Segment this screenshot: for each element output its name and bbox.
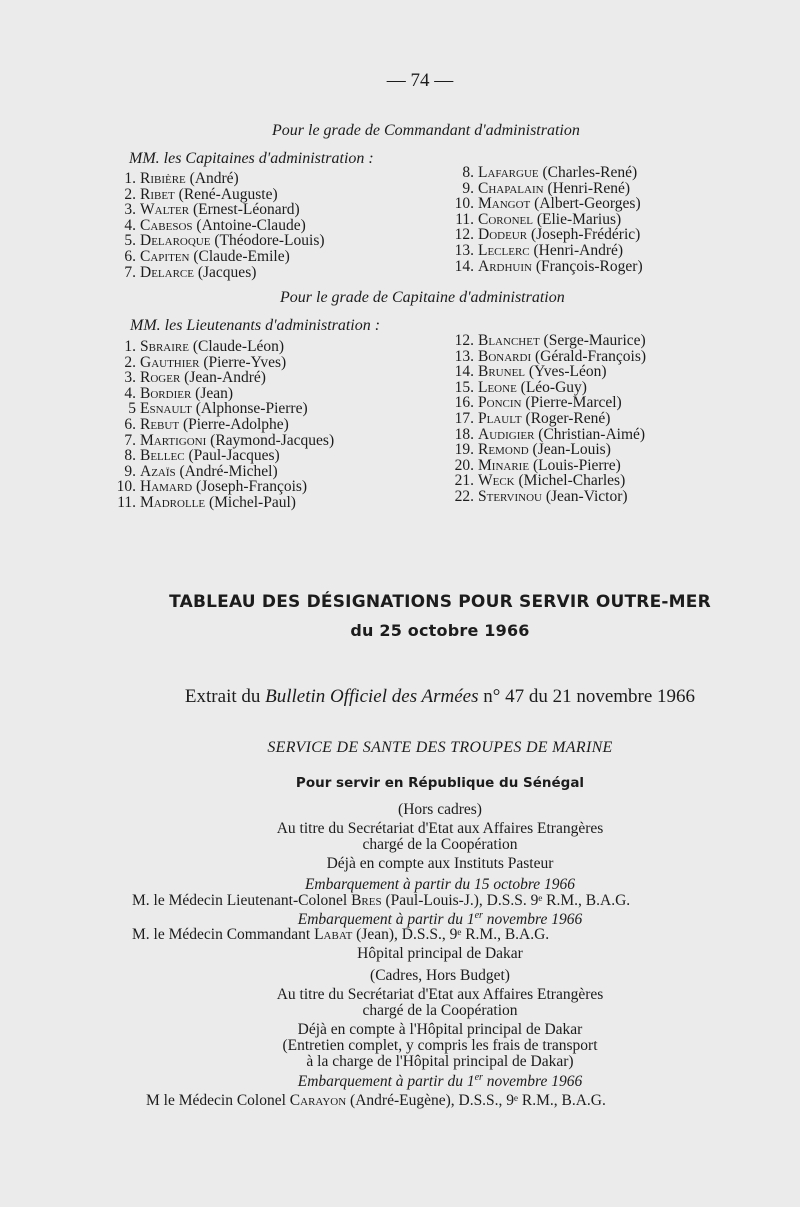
list-item-number: 9.	[462, 179, 474, 197]
list-item	[112, 448, 334, 464]
list-item-number: 8.	[462, 164, 474, 181]
list-item-surname: Coronel	[478, 210, 533, 228]
list-item-number: 3.	[124, 201, 136, 219]
embarquement-3: Embarquement à partir du 1er novembre 1966	[297, 1072, 583, 1091]
list-item-surname: Walter	[140, 201, 190, 219]
list-item	[452, 442, 646, 458]
list-item-given-names: (Christian-Aimé)	[538, 425, 646, 443]
list-item-number: 16.	[454, 394, 474, 412]
list-item-given-names: (Claude-Léon)	[192, 338, 285, 355]
section2-heading: Pour le grade de Capitaine d'administration	[280, 289, 565, 306]
medecin2-post: (Jean), D.S.S., 9ᵉ R.M., B.A.G.	[356, 926, 550, 943]
list-item-number: 7.	[124, 431, 136, 449]
medecin2-pre: M. le Médecin Commandant	[132, 926, 311, 943]
list-item	[112, 355, 334, 371]
medecin3-pre: M le Médecin Colonel	[146, 1092, 286, 1109]
list-item-number: 5	[128, 400, 136, 418]
list-item-number: 9.	[124, 462, 136, 480]
list-item	[452, 458, 646, 474]
list-item-surname: Gauthier	[140, 353, 200, 371]
list-item-number: 14.	[454, 257, 474, 275]
medecin1-post: (Paul-Louis-J.), D.S.S. 9ᵉ R.M., B.A.G.	[385, 892, 631, 909]
entretien-line1: (Entretien complet, y compris les frais de transport	[282, 1037, 598, 1054]
list-item-number: 12.	[454, 226, 474, 244]
list-item-surname: Bordier	[140, 384, 192, 402]
list-item-number: 1.	[124, 338, 136, 355]
list-item	[112, 495, 334, 511]
cadres: (Cadres, Hors Budget)	[370, 967, 510, 984]
embarquement-2: Embarquement à partir du 1er novembre 1966	[297, 910, 583, 929]
list-item-surname: Brunel	[478, 363, 526, 381]
list-item	[112, 202, 325, 218]
embarquement-1: Embarquement à partir du 15 octobre 1966	[304, 876, 576, 893]
list-item-number: 12.	[454, 332, 474, 349]
medecin-1	[132, 892, 630, 910]
list-item-surname: Stervinou	[478, 487, 542, 505]
list-item-number: 13.	[454, 241, 474, 259]
list-item	[112, 401, 334, 417]
list-item	[112, 417, 334, 433]
list-item	[452, 196, 643, 212]
hors-cadres: (Hors cadres)	[398, 801, 482, 818]
section2-left-list	[112, 339, 334, 511]
list-item	[112, 218, 325, 234]
list-item-given-names: (René-Auguste)	[178, 185, 278, 203]
list-item	[452, 243, 643, 259]
medecin-2	[132, 926, 549, 944]
list-item-given-names: (Henri-René)	[547, 179, 631, 197]
list-item-surname: Minarie	[478, 456, 530, 474]
list-item-given-names: (Paul-Jacques)	[188, 447, 280, 465]
list-item-surname: Plault	[478, 409, 522, 427]
list-item-number: 19.	[454, 441, 474, 459]
list-item-given-names: (Henri-André)	[533, 241, 624, 259]
list-item-given-names: (Yves-Léon)	[528, 363, 607, 381]
titre2-line2: chargé de la Coopération	[362, 1002, 518, 1019]
list-item-given-names: (François-Roger)	[535, 257, 643, 275]
service-heading: SERVICE DE SANTE DES TROUPES DE MARINE	[267, 739, 613, 756]
list-item-given-names: (Pierre-Adolphe)	[182, 415, 289, 433]
section2-right-list	[452, 333, 646, 505]
titre-line1: Au titre du Secrétariat d'Etat aux Affaires Etrangères	[276, 820, 604, 837]
list-item	[452, 489, 646, 505]
list-item-given-names: (Albert-Georges)	[534, 195, 641, 213]
section1-left-list	[112, 171, 325, 280]
list-item	[452, 380, 646, 396]
list-item-given-names: (Alphonse-Pierre)	[195, 400, 308, 418]
list-item-surname: Esnault	[140, 400, 192, 418]
list-item-surname: Bellec	[140, 447, 185, 465]
list-item-surname: Mangot	[478, 195, 531, 213]
list-item-given-names: (Michel-Charles)	[518, 472, 626, 490]
list-item-given-names: (Michel-Paul)	[208, 493, 296, 511]
list-item	[112, 370, 334, 386]
list-item	[452, 259, 643, 275]
list-item-surname: Lafargue	[478, 164, 539, 181]
list-item-surname: Roger	[140, 369, 181, 387]
list-item	[452, 181, 643, 197]
list-item-number: 20.	[454, 456, 474, 474]
page-number: — 74 —	[386, 70, 454, 91]
list-item-surname: Madrolle	[140, 493, 206, 511]
list-item-number: 10.	[116, 478, 136, 496]
list-item-given-names: (Antoine-Claude)	[196, 216, 306, 234]
list-item-given-names: (Elie-Marius)	[536, 210, 622, 228]
list-item	[452, 395, 646, 411]
list-item	[452, 227, 643, 243]
list-item	[112, 249, 325, 265]
list-item-number: 6.	[124, 247, 136, 265]
list-item-number: 4.	[124, 384, 136, 402]
tableau-title: TABLEAU DES DÉSIGNATIONS POUR SERVIR OUTRE-MER	[169, 592, 711, 612]
list-item-given-names: (Raymond-Jacques)	[210, 431, 335, 449]
list-item-surname: Weck	[478, 472, 515, 490]
list-item-given-names: (Louis-Pierre)	[532, 456, 621, 474]
list-item-surname: Dodeur	[478, 226, 528, 244]
titre2-line1: Au titre du Secrétariat d'Etat aux Affaires Etrangères	[276, 986, 604, 1003]
list-item	[112, 171, 325, 187]
list-item-given-names: (Ernest-Léonard)	[192, 201, 300, 219]
list-item-number: 6.	[124, 415, 136, 433]
list-item-number: 22.	[454, 487, 474, 505]
list-item-given-names: (Serge-Maurice)	[543, 332, 646, 349]
list-item-given-names: (Léo-Guy)	[520, 378, 587, 396]
list-item-number: 11.	[117, 493, 136, 511]
list-item-number: 2.	[124, 353, 136, 371]
list-item-number: 2.	[124, 185, 136, 203]
list-item-surname: Hamard	[140, 478, 193, 496]
list-item-surname: Ribet	[140, 185, 175, 203]
list-item	[452, 349, 646, 365]
list-item	[112, 386, 334, 402]
list-item-number: 7.	[124, 263, 136, 281]
list-item-given-names: (Jean)	[195, 384, 234, 402]
list-item-number: 1.	[124, 170, 136, 187]
list-item-surname: Rebut	[140, 415, 180, 433]
extrait-prefix: Extrait du	[184, 686, 261, 707]
list-item-surname: Ardhuin	[478, 257, 532, 275]
list-item-surname: Leclerc	[478, 241, 530, 259]
section2-intro: MM. les Lieutenants d'administration :	[130, 317, 381, 334]
list-item	[452, 333, 646, 349]
list-item-surname: Leone	[478, 378, 517, 396]
list-item-number: 11.	[455, 210, 474, 228]
list-item-number: 15.	[454, 378, 474, 396]
medecin3-name: Carayon	[289, 1092, 347, 1109]
list-item-given-names: (André-Michel)	[179, 462, 278, 480]
list-item-given-names: (Théodore-Louis)	[214, 232, 325, 250]
list-item	[452, 411, 646, 427]
medecin1-pre: M. le Médecin Lieutenant-Colonel	[132, 892, 348, 909]
list-item-surname: Chapalain	[478, 179, 544, 197]
list-item-given-names: (Claude-Emile)	[193, 247, 290, 265]
list-item-given-names: (Pierre-Yves)	[203, 353, 287, 371]
list-item	[112, 339, 334, 355]
list-item-given-names: (Roger-René)	[525, 409, 611, 427]
list-item-surname: Azaïs	[140, 462, 176, 480]
list-item-number: 3.	[124, 369, 136, 387]
medecin1-name: Bres	[351, 892, 382, 909]
entretien-line2: à la charge de l'Hôpital principal de Dakar)	[306, 1053, 574, 1070]
list-item-surname: Martigoni	[140, 431, 207, 449]
list-item	[112, 464, 334, 480]
list-item	[112, 265, 325, 281]
list-item-surname: Capiten	[140, 247, 190, 265]
list-item-given-names: (Joseph-Frédéric)	[530, 226, 641, 244]
list-item-number: 10.	[454, 195, 474, 213]
list-item	[112, 187, 325, 203]
list-item-number: 14.	[454, 363, 474, 381]
medecin-3	[146, 1092, 606, 1110]
list-item-surname: Ribière	[140, 170, 186, 187]
list-item-surname: Poncin	[478, 394, 522, 412]
list-item	[452, 473, 646, 489]
list-item	[112, 479, 334, 495]
list-item-number: 8.	[124, 447, 136, 465]
list-item-number: 21.	[454, 472, 474, 490]
list-item-number: 18.	[454, 425, 474, 443]
list-item-given-names: (Charles-René)	[542, 164, 638, 181]
extrait-suffix: n° 47 du 21 novembre 1966	[483, 686, 696, 707]
list-item-surname: Cabesos	[140, 216, 193, 234]
list-item-given-names: (Jean-André)	[184, 369, 266, 387]
section1-intro: MM. les Capitaines d'administration :	[129, 150, 374, 167]
list-item-surname: Audigier	[478, 425, 535, 443]
list-item-number: 4.	[124, 216, 136, 234]
list-item-given-names: (Jacques)	[197, 263, 257, 281]
senegal-title: Pour servir en République du Sénégal	[295, 775, 585, 791]
section1-right-list	[452, 165, 643, 274]
list-item-given-names: (Gérald-François)	[535, 347, 647, 365]
list-item-surname: Remond	[478, 441, 529, 459]
list-item	[112, 233, 325, 249]
list-item-given-names: (Jean-Victor)	[545, 487, 628, 505]
list-item-given-names: (André)	[189, 170, 239, 187]
medecin2-name: Labat	[314, 926, 353, 943]
list-item-surname: Blanchet	[478, 332, 540, 349]
list-item	[452, 165, 643, 181]
deja-pasteur: Déjà en compte aux Instituts Pasteur	[326, 855, 554, 872]
list-item-surname: Delarce	[140, 263, 194, 281]
list-item-number: 5.	[124, 232, 136, 250]
titre-line2: chargé de la Coopération	[362, 836, 518, 853]
list-item-number: 13.	[454, 347, 474, 365]
list-item	[452, 364, 646, 380]
medecin3-post: (André-Eugène), D.S.S., 9ᵉ R.M., B.A.G.	[350, 1092, 606, 1109]
list-item-given-names: (Pierre-Marcel)	[525, 394, 622, 412]
list-item-number: 17.	[454, 409, 474, 427]
list-item	[452, 212, 643, 228]
list-item-given-names: (Jean-Louis)	[532, 441, 611, 459]
hopital: Hôpital principal de Dakar	[357, 945, 523, 962]
deja-hopital: Déjà en compte à l'Hôpital principal de Dakar	[297, 1021, 583, 1038]
list-item	[452, 427, 646, 443]
extrait-line	[0, 686, 800, 708]
section1-heading: Pour le grade de Commandant d'administration	[272, 122, 580, 139]
extrait-publication: Bulletin Officiel des Armées	[265, 686, 479, 707]
tableau-date: du 25 octobre 1966	[350, 621, 530, 640]
list-item-surname: Delaroque	[140, 232, 211, 250]
list-item	[112, 433, 334, 449]
list-item-given-names: (Joseph-François)	[196, 478, 308, 496]
list-item-surname: Sbraire	[140, 338, 189, 355]
list-item-surname: Bonardi	[478, 347, 532, 365]
